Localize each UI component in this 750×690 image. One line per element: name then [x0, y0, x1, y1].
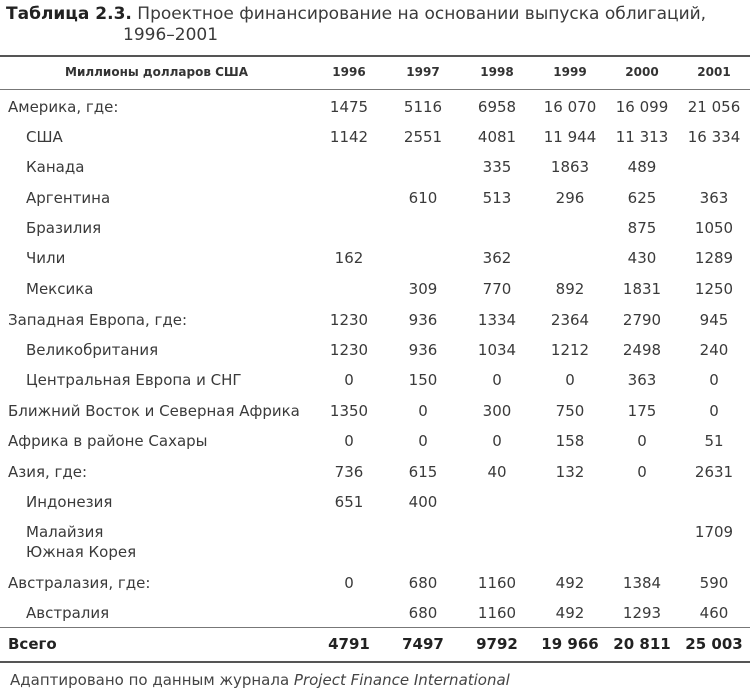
table-row [0, 92, 750, 122]
cell-2000: 1831 [622, 280, 662, 298]
row-label: Ближний Восток и Северная Африка [8, 402, 300, 420]
row-label: Канада [26, 158, 85, 176]
cell-2000: 875 [627, 219, 657, 237]
cell-2001: 25 003 [685, 635, 743, 653]
table-row [0, 122, 750, 152]
row-label: Австралазия, где: [8, 574, 151, 592]
cell-1996: 4791 [328, 635, 370, 653]
table-row [0, 537, 750, 567]
cell-2001: 240 [699, 341, 729, 359]
cell-1999: 19 966 [541, 635, 599, 653]
cell-1999: 492 [555, 574, 585, 592]
cell-1999: 2364 [550, 311, 590, 329]
cell-2001: 460 [699, 604, 729, 622]
cell-2000: 0 [637, 463, 647, 481]
cell-1996: 0 [344, 432, 354, 450]
cell-1996: 736 [334, 463, 364, 481]
cell-1996: 1475 [329, 98, 369, 116]
cell-1998: 300 [482, 402, 512, 420]
caption-line-1 [6, 4, 746, 25]
cell-1998: 335 [482, 158, 512, 176]
cell-1998: 362 [482, 249, 512, 267]
cell-2000: 430 [627, 249, 657, 267]
cell-1996: 1230 [329, 341, 369, 359]
row-label: Чили [26, 249, 66, 267]
year-header-2: 1998 [480, 65, 514, 79]
row-label: США [26, 128, 63, 146]
cell-1997: 309 [408, 280, 438, 298]
cell-1998: 0 [492, 432, 502, 450]
footnote-source: Project Finance International [293, 671, 510, 689]
table-caption [6, 4, 746, 46]
row-label: Великобритания [26, 341, 159, 359]
cell-2001: 590 [699, 574, 729, 592]
cell-1996: 0 [344, 574, 354, 592]
row-label: Западная Европа, где: [8, 311, 188, 329]
cell-2001: 16 334 [687, 128, 741, 146]
cell-1996: 1142 [329, 128, 369, 146]
cell-2000: 1384 [622, 574, 662, 592]
bottom-rule [0, 661, 750, 663]
cell-2000: 625 [627, 189, 657, 207]
cell-1996: 1350 [329, 402, 369, 420]
cell-2000: 16 099 [615, 98, 669, 116]
cell-1999: 1212 [550, 341, 590, 359]
cell-1996: 0 [344, 371, 354, 389]
cell-1999: 16 070 [543, 98, 597, 116]
cell-1999: 892 [555, 280, 585, 298]
row-label: Центральная Европа и СНГ [26, 371, 242, 389]
caption-label: Таблица 2.3. [6, 4, 132, 24]
cell-1998: 1334 [477, 311, 517, 329]
table-row [0, 457, 750, 487]
cell-2000: 2790 [622, 311, 662, 329]
cell-2000: 11 313 [615, 128, 669, 146]
year-header-0: 1996 [332, 65, 366, 79]
footnote [10, 671, 510, 689]
table-row [0, 213, 750, 243]
cell-2001: 1289 [694, 249, 734, 267]
cell-1997: 936 [408, 311, 438, 329]
cell-2000: 363 [627, 371, 657, 389]
cell-1997: 936 [408, 341, 438, 359]
row-label: Индонезия [26, 493, 113, 511]
cell-1997: 400 [408, 493, 438, 511]
cell-1996: 651 [334, 493, 364, 511]
cell-1997: 0 [418, 402, 428, 420]
cell-1999: 158 [555, 432, 585, 450]
row-label: Бразилия [26, 219, 102, 237]
cell-2001: 2631 [694, 463, 734, 481]
year-header-5: 2001 [697, 65, 731, 79]
row-label: Азия, где: [8, 463, 88, 481]
table-row [0, 152, 750, 182]
cell-1998: 9792 [476, 635, 518, 653]
cell-1999: 750 [555, 402, 585, 420]
table-row [0, 568, 750, 598]
cell-2001: 1250 [694, 280, 734, 298]
row-label: Всего [8, 635, 57, 653]
header-rule [0, 89, 750, 90]
cell-2000: 175 [627, 402, 657, 420]
cell-2000: 489 [627, 158, 657, 176]
row-label: Америка, где: [8, 98, 119, 116]
cell-1998: 513 [482, 189, 512, 207]
cell-2001: 363 [699, 189, 729, 207]
row-label: Мексика [26, 280, 94, 298]
table-row [0, 243, 750, 273]
cell-2000: 2498 [622, 341, 662, 359]
cell-1996: 1230 [329, 311, 369, 329]
cell-1998: 1034 [477, 341, 517, 359]
cell-1998: 1160 [477, 574, 517, 592]
table-row [0, 426, 750, 456]
cell-1997: 7497 [402, 635, 444, 653]
cell-1998: 40 [487, 463, 507, 481]
table-row [0, 396, 750, 426]
cell-1998: 4081 [477, 128, 517, 146]
cell-1997: 0 [418, 432, 428, 450]
cell-1997: 5116 [403, 98, 443, 116]
cell-2001: 0 [709, 402, 719, 420]
cell-1997: 610 [408, 189, 438, 207]
row-label: Аргентина [26, 189, 111, 207]
table-row [0, 598, 750, 628]
cell-1996: 162 [334, 249, 364, 267]
table-row [0, 274, 750, 304]
cell-2000: 20 811 [613, 635, 671, 653]
caption-line-2: 1996–2001 [123, 25, 219, 45]
cell-1999: 1863 [550, 158, 590, 176]
cell-1998: 1160 [477, 604, 517, 622]
year-header-4: 2000 [625, 65, 659, 79]
year-header-1: 1997 [406, 65, 440, 79]
year-header-3: 1999 [553, 65, 587, 79]
cell-1999: 132 [555, 463, 585, 481]
table-row [0, 183, 750, 213]
cell-1997: 680 [408, 574, 438, 592]
cell-2001: 21 056 [687, 98, 741, 116]
cell-2001: 51 [704, 432, 724, 450]
cell-1997: 615 [408, 463, 438, 481]
table-row [0, 365, 750, 395]
cell-2001: 1709 [694, 523, 734, 541]
table-row [0, 335, 750, 365]
row-label: Южная Корея [26, 543, 137, 561]
footnote-prefix: Адаптировано по данным журнала [10, 671, 294, 689]
cell-2001: 1050 [694, 219, 734, 237]
cell-2000: 0 [637, 432, 647, 450]
cell-2000: 1293 [622, 604, 662, 622]
cell-1999: 492 [555, 604, 585, 622]
table-header: Миллионы долларов США [65, 65, 249, 79]
cell-1998: 770 [482, 280, 512, 298]
cell-1998: 0 [492, 371, 502, 389]
caption-title: Проектное финансирование на основании выпуска облигаций, [137, 4, 707, 24]
cell-1997: 680 [408, 604, 438, 622]
cell-2001: 945 [699, 311, 729, 329]
table-row [0, 487, 750, 517]
cell-1999: 296 [555, 189, 585, 207]
row-label: Малайзия [26, 523, 104, 541]
table-row [0, 305, 750, 335]
total-row [0, 629, 750, 659]
cell-1999: 11 944 [543, 128, 597, 146]
row-label: Африка в районе Сахары [8, 432, 208, 450]
cell-1999: 0 [565, 371, 575, 389]
row-label: Австралия [26, 604, 110, 622]
cell-2001: 0 [709, 371, 719, 389]
cell-1998: 6958 [477, 98, 517, 116]
cell-1997: 2551 [403, 128, 443, 146]
cell-1997: 150 [408, 371, 438, 389]
